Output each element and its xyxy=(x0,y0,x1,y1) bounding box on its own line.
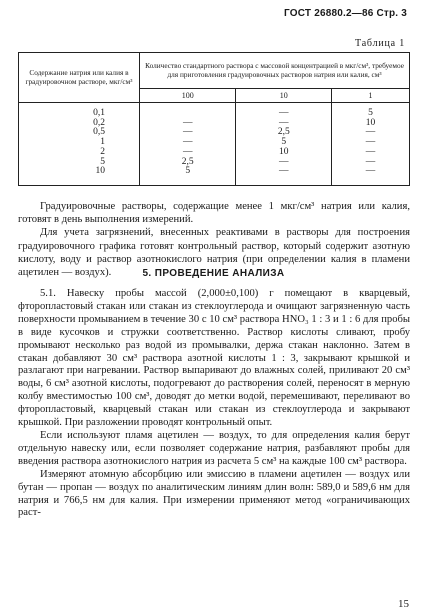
body-text-main xyxy=(18,288,410,520)
cell: 5 xyxy=(185,166,191,177)
paragraph: Для учета загрязнений, внесенных реактивами в растворы для построения градуировочного графика готовят контрольный раствор, который содержит азотную кислоту, воду и раствор азотнокислого натрия (при определении калия в пламени ацетилен — воздух). xyxy=(18,227,410,279)
cell: 2,5 xyxy=(277,127,290,138)
cell: — xyxy=(182,137,193,148)
cell: 10 xyxy=(365,117,376,128)
cell: 10 xyxy=(95,166,105,177)
cell: — xyxy=(279,166,289,177)
paragraph: Градуировочные растворы, содержащие менее 1 мкг/см³ натрия или калия, готовят в день выполнения измерений. xyxy=(18,201,410,226)
table-body-row xyxy=(19,103,410,186)
cell: 5 xyxy=(281,137,287,148)
running-header: ГОСТ 26880.2—86 Стр. 3 xyxy=(284,8,407,19)
cell: — xyxy=(365,156,376,167)
paragraph: Измеряют атомную абсорбцию или эмиссию в пламени ацетилен — воздух или бутан — пропан — воздух по аналитическим линиям длин волн: 589,0 и 589,6 нм для натрия и 766,5 нм для калия. При измерении применяют метод «ограничивающих раст- xyxy=(18,468,410,519)
cell: — xyxy=(365,127,376,138)
col-100-cells xyxy=(140,103,236,186)
cell: — xyxy=(182,146,193,157)
cell: 5 xyxy=(368,108,373,118)
table-caption: Таблица 1 xyxy=(355,38,405,49)
cell: 0,1 xyxy=(93,108,105,118)
subheader-10: 10 xyxy=(236,89,332,103)
paragraph: 5.1. Навеску пробы массой (2,000±0,100) г помещают в кварцевый, фторопластовый стакан или стакан из стеклоуглерода и очищают загрязненную часть поверхности промыванием в течение 30 с 10 см³ раствора HNO₃ 1 : 3 и 1 : 6 для пробы в виде кусочков и стружки соответственно. Раствор кислоты сливают, пробу промывают несколько раз водой из промывалки, держа стакан наклонно. Затем в стакан добавляют 30 см³ раствора азотной кислоты 1 : 3, закрывают крышкой и разлагают при нагревании. Раствор выпаривают до влажных солей, приливают 20 см³ воды, 6 см³ азотной кислоты, подогревают до растворения солей, переносят в мерную колбу вместимостью 100 см³, доводят до метки водой, перемешивают, переливают во фторопластовый, кварцевый стакан или стакан из стеклоуглерода и закрывают крышкой. При разложении проводят контрольный опыт. xyxy=(18,288,410,429)
cell: 1 xyxy=(100,137,105,148)
cell: — xyxy=(279,108,289,118)
cell: 0,5 xyxy=(93,127,105,138)
cell: — xyxy=(279,156,289,167)
cell: — xyxy=(182,127,193,138)
cell: 10 xyxy=(279,146,289,157)
cell: 2,5 xyxy=(181,156,194,167)
paragraph: Если используют пламя ацетилен — воздух, то для определения калия берут отдельную навеску или, если позволяет содержание натрия, разбавляют пробы для введения раствора азотнокислого натрия из расчета 5 см³ на каждые 100 см³ раствора. xyxy=(18,429,410,467)
subheader-100: 100 xyxy=(140,89,236,103)
cell: 0,2 xyxy=(93,117,105,128)
cell: 2 xyxy=(100,146,105,157)
subheader-1: 1 xyxy=(332,89,410,103)
cell: — xyxy=(182,117,193,128)
section-title: 5. ПРОВЕДЕНИЕ АНАЛИЗА xyxy=(142,268,285,279)
col-header-concentration: Содержание натрия или калия в градуировочном растворе, мкг/см³ xyxy=(19,53,140,103)
cell: — xyxy=(365,137,376,148)
col-1-cells xyxy=(332,103,410,186)
cell: — xyxy=(365,146,376,157)
col-header-group: Количество стандартного раствора с массовой концентрацией в мкг/см³, требуемое для приготовления градуировочных растворов натрия или калия, см³ xyxy=(140,53,410,89)
cell: — xyxy=(365,166,376,177)
col-10-cells xyxy=(236,103,332,186)
calibration-table xyxy=(18,52,410,186)
cell: 5 xyxy=(100,156,105,167)
page-number: 15 xyxy=(398,598,409,610)
concentration-cells xyxy=(19,103,140,186)
cell: — xyxy=(279,117,289,128)
